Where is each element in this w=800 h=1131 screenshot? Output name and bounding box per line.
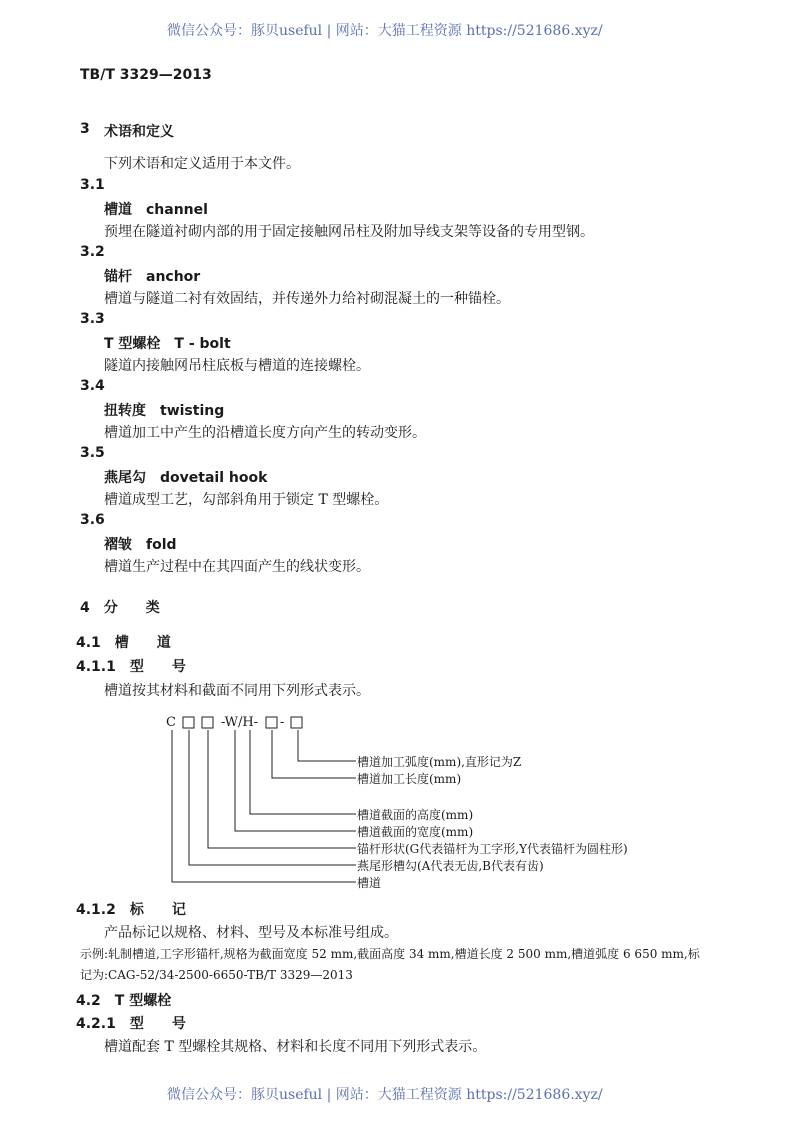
term-definition: 预埋在隧道衬砌内部的用于固定接触网吊柱及附加导线支架等设备的专用型钢。 [104, 224, 594, 240]
term-name: 扭转度 twisting [104, 403, 225, 419]
diagram-label-anchor-shape: 锚杆形状(G代表锚杆为工字形,Y代表锚杆为圆柱形) [357, 842, 628, 856]
section-3-intro: 下列术语和定义适用于本文件。 [104, 156, 300, 172]
example-line-1: 示例:轧制槽道,工字形锚杆,规格为截面宽度 52 mm,截面高度 34 mm,槽道长度 2 500 mm,槽道弧度 6 650 mm,标 [80, 947, 700, 961]
term-name: 槽道 channel [104, 202, 208, 218]
term-number: 3.6 [80, 512, 105, 528]
term-definition: 槽道生产过程中在其四面产生的线状变形。 [104, 559, 370, 575]
section-4-1-2-title: 4.1.2 标 记 [76, 902, 186, 918]
term-definition: 隧道内接触网吊柱底板与槽道的连接螺栓。 [104, 358, 370, 374]
term-number: 3.1 [80, 177, 105, 193]
section-4-title: 4 分 类 [80, 600, 160, 616]
section-4-2-1-text: 槽道配套 T 型螺栓其规格、材料和长度不同用下列形式表示。 [104, 1039, 487, 1055]
section-4-1-1-text: 槽道按其材料和截面不同用下列形式表示。 [104, 683, 370, 699]
section-4-1-title: 4.1 槽 道 [76, 635, 171, 651]
section-3-number: 3 [80, 121, 90, 137]
watermark-bottom: 微信公众号：豚贝useful | 网站：大猫工程资源 https://521686.xyz/ [167, 1087, 603, 1103]
term-definition: 槽道与隧道二衬有效固结，并传递外力给衬砌混凝土的一种锚栓。 [104, 291, 510, 307]
diagram-wh: -W/H- [221, 715, 259, 730]
term-name: 褶皱 fold [104, 537, 177, 553]
diagram-c: C [166, 715, 176, 730]
section-4-1-2-text: 产品标记以规格、材料、型号及本标准号组成。 [104, 925, 398, 941]
term-number: 3.5 [80, 445, 105, 461]
diagram-label-length: 槽道加工长度(mm) [357, 772, 462, 786]
term-name: T 型螺栓 T - bolt [104, 336, 231, 352]
term-name: 锚杆 anchor [104, 269, 201, 285]
term-name: 燕尾勾 dovetail hook [104, 470, 268, 486]
term-definition: 槽道成型工艺，勾部斜角用于锁定 T 型螺栓。 [104, 492, 389, 508]
diagram-label-hook: 燕尾形槽勾(A代表无齿,B代表有齿) [357, 859, 544, 873]
term-definition: 槽道加工中产生的沿槽道长度方向产生的转动变形。 [104, 425, 426, 441]
diagram-label-channel: 槽道 [357, 876, 382, 890]
term-number: 3.4 [80, 378, 105, 394]
header-standard-number: TB/T 3329—2013 [80, 67, 212, 83]
example-line-2: 记为:CAG-52/34-2500-6650-TB/T 3329—2013 [80, 968, 353, 982]
diagram-dash: - [280, 715, 285, 730]
diagram-label-arc: 槽道加工弧度(mm),直形记为Z [357, 755, 522, 769]
watermark-top: 微信公众号：豚贝useful | 网站：大猫工程资源 https://521686.xyz/ [167, 23, 603, 39]
section-4-2-title: 4.2 T 型螺栓 [76, 993, 172, 1009]
diagram-label-width: 槽道截面的宽度(mm) [357, 825, 474, 839]
section-3-title: 术语和定义 [104, 124, 174, 140]
diagram-label-height: 槽道截面的高度(mm) [357, 808, 474, 822]
term-number: 3.3 [80, 311, 105, 327]
section-4-2-1-title: 4.2.1 型 号 [76, 1016, 186, 1032]
term-number: 3.2 [80, 244, 105, 260]
section-4-1-1-title: 4.1.1 型 号 [76, 659, 186, 675]
